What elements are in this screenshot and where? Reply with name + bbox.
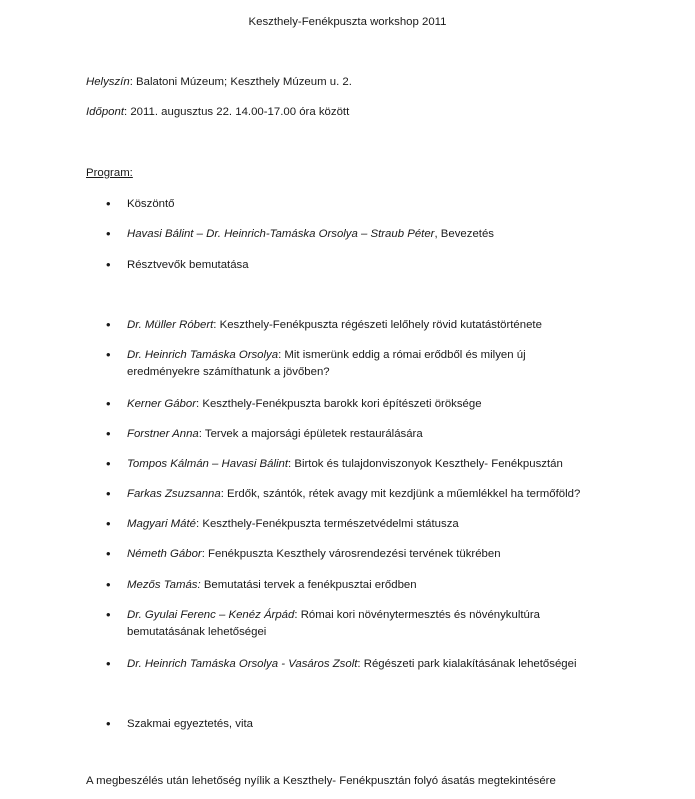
bullet-icon	[106, 456, 126, 471]
list-item	[106, 257, 686, 274]
bullet-icon	[106, 196, 126, 211]
list-item	[106, 577, 686, 594]
speaker-name: Havasi Bálint – Dr. Heinrich-Tamáska Orsolya – Straub Péter	[127, 228, 435, 240]
list-item	[106, 396, 686, 413]
speaker-name: Mezős Tamás:	[127, 579, 201, 591]
time-label: Időpont	[86, 106, 125, 118]
footer-note: A megbeszélés után lehetőség nyílik a Keszthely- Fenékpusztán folyó ásatás megtekintésére	[86, 775, 556, 787]
list-item	[106, 546, 686, 563]
item-text: : Régészeti park kialakításának lehetőségei	[357, 658, 577, 670]
list-item	[106, 716, 686, 733]
bullet-icon	[106, 607, 126, 622]
bullet-icon	[106, 546, 126, 561]
speaker-name: Magyari Máté	[127, 518, 197, 530]
bullet-icon	[106, 257, 126, 272]
list-item	[106, 347, 686, 381]
list-item	[106, 426, 686, 443]
document-title: Keszthely-Fenékpuszta workshop 2011	[248, 16, 447, 28]
speaker-name: Dr. Müller Róbert	[127, 319, 214, 331]
item-text: : Erdők, szántók, rétek avagy mit kezdjünk a műemlékkel ha termőföld?	[220, 488, 581, 500]
speaker-name: Tompos Kálmán – Havasi Bálint	[127, 458, 289, 470]
item-text: Szakmai egyeztetés, vita	[127, 718, 253, 730]
item-text: : Római kori növénytermesztés és növénykultúra bemutatásának lehetőségei	[127, 609, 540, 638]
speaker-name: Farkas Zsuzsanna	[127, 488, 221, 500]
bullet-icon	[106, 516, 126, 531]
speaker-name: Dr. Heinrich Tamáska Orsolya - Vasáros Zsolt	[127, 658, 358, 670]
list-item	[106, 607, 686, 641]
bullet-icon	[106, 226, 126, 241]
bullet-icon	[106, 716, 126, 731]
speaker-name: Forstner Anna	[127, 428, 199, 440]
bullet-icon	[106, 347, 126, 362]
item-text: Résztvevők bemutatása	[127, 259, 249, 271]
item-text: , Bevezetés	[434, 228, 494, 240]
item-text: : Keszthely-Fenékpuszta barokk kori építészeti öröksége	[196, 398, 482, 410]
list-item	[106, 226, 686, 243]
location-line	[86, 76, 352, 88]
list-item	[106, 196, 686, 213]
speaker-name: Dr. Gyulai Ferenc – Kenéz Árpád	[127, 609, 295, 621]
bullet-icon	[106, 486, 126, 501]
list-item	[106, 486, 686, 503]
item-text: Bemutatási tervek a fenékpusztai erődben	[200, 579, 417, 591]
item-text: : Tervek a majorsági épületek restaurálására	[198, 428, 423, 440]
bullet-icon	[106, 656, 126, 671]
bullet-icon	[106, 396, 126, 411]
list-item	[106, 317, 686, 334]
bullet-icon	[106, 426, 126, 441]
location-value: : Balatoni Múzeum; Keszthely Múzeum u. 2.	[129, 76, 352, 88]
bullet-icon	[106, 317, 126, 332]
item-text: : Fenékpuszta Keszthely városrendezési tervének tükrében	[201, 548, 501, 560]
item-text: : Mit ismerünk eddig a római erődből és milyen új eredményekre számíthatunk a jövőben?	[127, 349, 526, 378]
list-item	[106, 456, 686, 473]
list-item	[106, 516, 686, 533]
speaker-name: Kerner Gábor	[127, 398, 197, 410]
program-heading: Program:	[86, 167, 133, 179]
time-line	[86, 106, 349, 118]
item-text: : Birtok és tulajdonviszonyok Keszthely- Fenékpusztán	[288, 458, 563, 470]
item-text: : Keszthely-Fenékpuszta régészeti lelőhely rövid kutatástörténete	[213, 319, 542, 331]
location-label: Helyszín	[86, 76, 130, 88]
item-text: Köszöntő	[127, 198, 175, 210]
bullet-icon	[106, 577, 126, 592]
speaker-name: Németh Gábor	[127, 548, 202, 560]
item-text: : Keszthely-Fenékpuszta természetvédelmi státusza	[196, 518, 459, 530]
speaker-name: Dr. Heinrich Tamáska Orsolya	[127, 349, 279, 361]
list-item	[106, 656, 686, 673]
time-value: : 2011. augusztus 22. 14.00-17.00 óra között	[124, 106, 350, 118]
